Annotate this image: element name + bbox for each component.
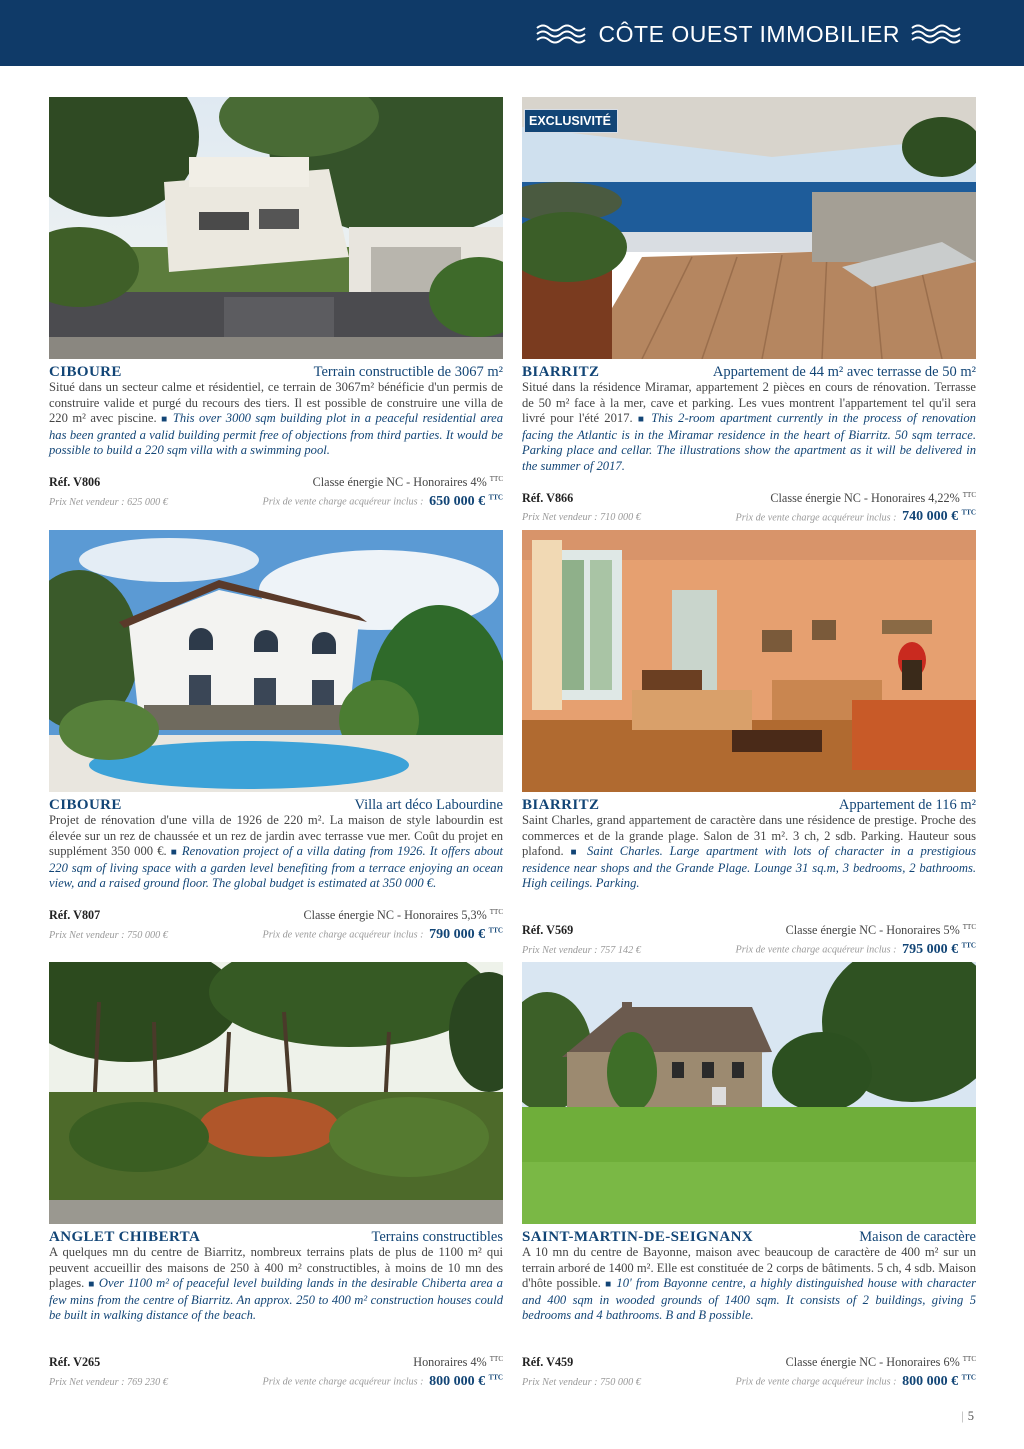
sale-price: Prix de vente charge acquéreur inclus : 740 000 € $^{TTC}$	[735, 508, 976, 525]
listing-card[interactable]	[522, 530, 976, 958]
property-photo[interactable]	[49, 97, 503, 359]
description-fr: Projet de rénovation d'une villa de 1926 de 220 m². La maison de style labourdin est élevée sur un rez de chaussée et un rez de jardin avec terrasse vue mer. Coût du projet en supplément 350 000 €.	[49, 813, 503, 859]
page-number: | 5	[961, 1409, 974, 1423]
listing-type: Maison de caractère	[859, 1229, 976, 1245]
exclusivity-badge: EXCLUSIVITÉ	[524, 109, 618, 133]
brand-name: CÔTE OUEST IMMOBILIER	[598, 20, 900, 47]
net-price: Prix Net vendeur : 750 000 €	[49, 929, 168, 941]
listing-city: CIBOURE	[49, 797, 122, 813]
listing-description	[49, 1245, 503, 1324]
square-bullet-icon: ■	[161, 414, 169, 426]
energy-fees: Honoraires 4% $^{TTC}$	[413, 1354, 503, 1370]
net-price: Prix Net vendeur : 625 000 €	[49, 496, 168, 508]
brand	[535, 18, 964, 50]
sale-price: Prix de vente charge acquéreur inclus : 790 000 € $^{TTC}$	[262, 926, 503, 942]
listing-city: ANGLET CHIBERTA	[49, 1229, 201, 1245]
description-en: This 2-room apartment currently in the process of renovation facing the Atlantic is in the Miramar residence in the heart of Biarritz. 50 sqm terrace. Parking place and cellar. The illustrations show the apartment as it will be delivered in the summer of 2017.	[522, 411, 976, 473]
listing-card[interactable]	[522, 97, 976, 525]
square-bullet-icon: ■	[170, 847, 178, 859]
net-price: Prix Net vendeur : 769 230 €	[49, 1376, 168, 1388]
listing-ref: Réf. V807	[49, 908, 101, 923]
listing-city: BIARRITZ	[522, 364, 600, 380]
energy-fees: Classe énergie NC - Honoraires 5,3% $^{TTC}$	[303, 907, 503, 923]
description-fr: Situé dans un secteur calme et résidentiel, ce terrain de 3067m² bénéficie d'un permis de construire valide et purgé du recours des tiers. Il est possible de construire une villa de 220 m² avec piscine.	[49, 380, 503, 426]
page-header	[0, 0, 1024, 66]
net-price: Prix Net vendeur : 750 000 €	[522, 1376, 641, 1388]
property-photo[interactable]	[522, 962, 976, 1224]
description-en: Renovation project of a villa dating from 1926. It offers about 220 sqm of living space with a garden level benefiting from a terrace enjoying an ocean view, and a raised ground floor. The global budget is estimated at 350 000 €.	[49, 844, 504, 891]
listing-ref: Réf. V265	[49, 1355, 101, 1370]
description-fr: Situé dans la résidence Miramar, appartement 2 pièces en cours de rénovation. Terrasse de 50 m² face à la mer, cave et parking. Les vues montrent l'appartement tel qu'il sera livré pour l'été 2017.	[522, 380, 976, 426]
property-photo[interactable]	[522, 97, 976, 359]
listing-ref: Réf. V459	[522, 1355, 574, 1370]
listing-card[interactable]	[49, 530, 503, 943]
listing-type: Terrains constructibles	[371, 1229, 503, 1245]
property-photo[interactable]	[49, 530, 503, 792]
square-bullet-icon: ■	[88, 1279, 95, 1291]
net-price: Prix Net vendeur : 710 000 €	[522, 512, 641, 524]
listing-ref: Réf. V866	[522, 490, 574, 505]
property-photo[interactable]	[49, 962, 503, 1224]
waves-right-icon	[910, 23, 964, 45]
listing-description	[49, 813, 503, 892]
listing-city: CIBOURE	[49, 364, 122, 380]
energy-fees: Classe énergie NC - Honoraires 6% $^{TTC}$	[785, 1354, 976, 1370]
listing-type: Terrain constructible de 3067 m²	[313, 364, 503, 380]
listing-type: Appartement de 44 m² avec terrasse de 50 m²	[712, 364, 976, 380]
sale-price: Prix de vente charge acquéreur inclus : 800 000 € $^{TTC}$	[262, 1373, 503, 1389]
property-photo[interactable]	[522, 530, 976, 792]
listing-type: Appartement de 116 m²	[838, 797, 976, 813]
description-en: Saint Charles. Large apartment with lots of character in a prestigious residence near shops and the Grande Plage. Lounge 31 sq.m, 3 bedrooms, 2 bathrooms. High ceilings. Parking.	[522, 844, 976, 891]
energy-fees: Classe énergie NC - Honoraires 4% $^{TTC}$	[312, 474, 503, 490]
sale-price: Prix de vente charge acquéreur inclus : 800 000 € $^{TTC}$	[735, 1373, 976, 1389]
listing-description	[522, 813, 976, 892]
energy-fees: Classe énergie NC - Honoraires 4,22% $^{TTC}$	[770, 490, 976, 505]
description-fr: Saint Charles, grand appartement de caractère dans une résidence de prestige. Proche des commerces et de la grande plage. Salon de 31 m². 3 ch, 2 sdb. Parking. Hauteur sous plafond.	[522, 813, 976, 859]
net-price: Prix Net vendeur : 757 142 €	[522, 944, 641, 956]
description-en: This over 3000 sqm building plot in a peaceful residential area has been granted a valid building permit free of objections from third parties. It would be possible to build a 220 sqm villa with a swimming pool.	[49, 411, 504, 458]
listing-ref: Réf. V569	[522, 923, 574, 938]
listing-city: SAINT-MARTIN-DE-SEIGNANX	[522, 1229, 754, 1245]
listing-ref: Réf. V806	[49, 475, 101, 490]
energy-fees: Classe énergie NC - Honoraires 5% $^{TTC}$	[785, 922, 976, 938]
waves-left-icon	[535, 23, 589, 45]
listing-card[interactable]	[49, 97, 503, 510]
description-en: Over 1100 m² of peaceful level building lands in the desirable Chiberta area a few mins from the centre of Biarritz. An approx. 250 to 400 m² construction houses could be built in walking distance of the beach.	[49, 1276, 503, 1323]
description-fr: A quelques mn du centre de Biarritz, nombreux terrains plats de plus de 1100 m² qui peuvent accueillir des maisons de 250 à 400 m² constructibles, à moins de 10 mn des plages.	[49, 1245, 503, 1291]
square-bullet-icon: ■	[570, 847, 581, 859]
listing-description	[522, 1245, 976, 1324]
listing-city: BIARRITZ	[522, 797, 600, 813]
description-en: 10' from Bayonne centre, a highly distinguished house with character and 400 sqm in wooded grounds of 1400 sqm. It consists of 2 buildings, giving 5 bedrooms and 4 bathrooms. B and B possible.	[522, 1276, 976, 1323]
listing-description	[522, 380, 976, 475]
listing-card[interactable]	[522, 962, 976, 1390]
listing-card[interactable]	[49, 962, 503, 1390]
sale-price: Prix de vente charge acquéreur inclus : 650 000 € $^{TTC}$	[262, 493, 503, 509]
listing-type: Villa art déco Labourdine	[354, 797, 503, 813]
description-fr: A 10 mn du centre de Bayonne, maison avec beaucoup de caractère de 400 m² sur un terrain arboré de 1400 m². Elle est constituée de 2 corps de bâtiments. 5 ch, 4 sdb. Maison d'hôte possible.	[522, 1245, 976, 1291]
sale-price: Prix de vente charge acquéreur inclus : 795 000 € $^{TTC}$	[735, 941, 976, 957]
square-bullet-icon: ■	[637, 414, 647, 426]
square-bullet-icon: ■	[605, 1279, 613, 1291]
listing-description	[49, 380, 503, 459]
